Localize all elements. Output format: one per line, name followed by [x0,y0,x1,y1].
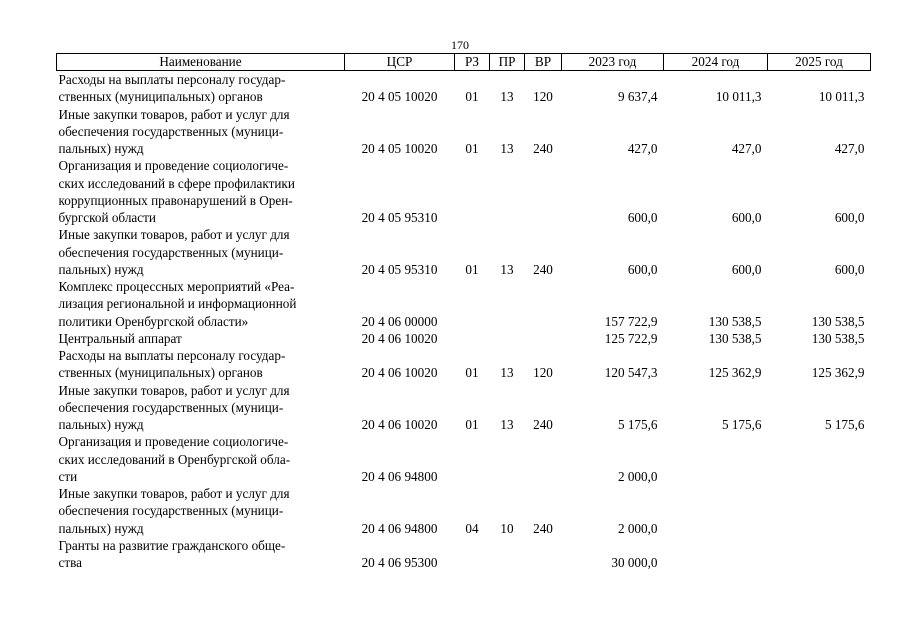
row-name-text: Гранты на развитие гражданского обще- ства [58,537,286,570]
page-number: 170 [451,38,469,52]
row-name-text: Организация и проведение социологиче- ских исследований в сфере профилактики коррупционных правонарушений в Орен- бургской области [58,158,295,225]
header-rz: РЗ [455,54,490,71]
row-csr: 20 4 05 10020 [361,141,438,156]
row-vr: 240 [533,520,553,536]
row-pr [490,433,525,485]
table-body [57,71,871,572]
row-2023: 600,0 [627,261,658,277]
row-pr: 13 [500,89,514,105]
row-name [57,485,345,537]
table-row [57,433,871,485]
table-row [57,106,871,158]
row-rz [455,157,490,226]
row-csr: 20 4 06 94800 [361,520,438,536]
row-name [57,106,345,158]
table-row [57,347,871,382]
header-2023: 2023 год [562,54,664,71]
table-row [57,226,871,278]
row-2024: 600,0 [731,210,762,225]
row-rz [455,330,490,347]
row-name-text: Иные закупки товаров, работ и услуг для обеспечения государственных (муници- пальных) нужд [58,106,290,156]
row-vr: 240 [533,141,553,156]
row-name-text: Расходы на выплаты персоналу государ- ственных (муниципальных) органов [58,72,286,105]
row-name-text: Иные закупки товаров, работ и услуг для обеспечения государственных (муници- пальных) нужд [58,382,290,432]
table-row [57,157,871,226]
row-2023: 2 000,0 [617,520,658,536]
row-rz: 01 [465,365,479,381]
row-pr [490,537,525,572]
header-pr: ПР [490,54,525,71]
row-2025: 125 362,9 [811,365,865,381]
row-rz: 01 [465,417,479,432]
row-2024: 125 362,9 [708,365,762,381]
row-name-text: Комплекс процессных мероприятий «Реа- лизация региональной и информационной политики Оренбургской области» [58,279,297,329]
row-name-text: Центральный аппарат [58,330,182,346]
row-2023: 427,0 [627,141,658,156]
header-2024: 2024 год [664,54,768,71]
row-name-text: Расходы на выплаты персоналу государ- ственных (муниципальных) органов [58,348,286,381]
row-2023: 9 637,4 [617,89,658,105]
row-pr [490,278,525,330]
row-csr: 20 4 06 10020 [361,417,438,432]
row-vr [525,433,562,485]
row-csr: 20 4 06 95300 [361,555,438,570]
table-header-row [57,54,871,71]
row-csr: 20 4 05 10020 [361,89,438,105]
row-2025 [768,433,871,485]
row-2025: 10 011,3 [818,89,865,105]
row-2024 [664,433,768,485]
table-row [57,537,871,572]
row-csr: 20 4 05 95310 [361,261,438,277]
row-csr: 20 4 06 94800 [361,468,438,484]
row-2023: 5 175,6 [617,417,658,432]
row-name [57,537,345,572]
row-rz: 01 [465,261,479,277]
row-csr: 20 4 06 10020 [361,330,438,346]
row-name [57,71,345,106]
row-2024: 130 538,5 [708,330,762,346]
row-2024 [664,485,768,537]
row-vr: 240 [533,417,553,432]
row-2024: 600,0 [731,261,762,277]
row-vr [525,330,562,347]
row-2024: 5 175,6 [721,417,762,432]
row-2025 [768,485,871,537]
row-csr: 20 4 06 10020 [361,365,438,381]
row-2023: 157 722,9 [604,313,658,329]
row-pr: 13 [500,365,514,381]
table-row [57,382,871,434]
row-vr: 120 [533,89,553,105]
row-2025: 600,0 [834,261,865,277]
row-2024 [664,537,768,572]
row-2024: 130 538,5 [708,313,762,329]
row-2023: 120 547,3 [604,365,658,381]
row-name [57,347,345,382]
row-pr: 13 [500,141,514,156]
row-2023: 30 000,0 [611,555,658,570]
row-name [57,157,345,226]
row-csr: 20 4 05 95310 [361,210,438,225]
row-2023: 125 722,9 [604,330,658,346]
header-name: Наименование [57,54,345,71]
row-vr [525,278,562,330]
row-rz: 04 [465,520,479,536]
row-2025: 600,0 [834,210,865,225]
row-name-text: Организация и проведение социологиче- ских исследований в Оренбургской обла- сти [58,434,291,484]
row-pr [490,157,525,226]
row-csr: 20 4 06 00000 [361,313,438,329]
table-row [57,485,871,537]
row-name [57,433,345,485]
row-name [57,330,345,347]
row-name [57,382,345,434]
row-pr [490,330,525,347]
table-row [57,71,871,106]
table-row [57,330,871,347]
row-rz: 01 [465,89,479,105]
row-2025 [768,537,871,572]
row-2025: 130 538,5 [811,313,865,329]
budget-table [56,53,871,571]
row-name [57,226,345,278]
header-2025: 2025 год [768,54,871,71]
row-name-text: Иные закупки товаров, работ и услуг для обеспечения государственных (муници- пальных) нужд [58,486,290,536]
row-rz [455,278,490,330]
header-csr: ЦСР [345,54,455,71]
row-2025: 427,0 [834,141,865,156]
row-vr [525,537,562,572]
row-2023: 2 000,0 [617,468,658,484]
table-row [57,278,871,330]
row-pr: 13 [500,417,514,432]
row-name-text: Иные закупки товаров, работ и услуг для обеспечения государственных (муници- пальных) нужд [58,227,290,277]
row-vr: 240 [533,261,553,277]
row-rz [455,537,490,572]
row-vr [525,157,562,226]
row-2024: 10 011,3 [715,89,762,105]
row-rz [455,433,490,485]
row-rz: 01 [465,141,479,156]
header-vr: ВР [525,54,562,71]
row-vr: 120 [533,365,553,381]
row-pr: 10 [500,520,514,536]
row-2025: 130 538,5 [811,330,865,346]
row-pr: 13 [500,261,514,277]
row-2023: 600,0 [627,210,658,225]
row-2025: 5 175,6 [824,417,865,432]
row-2024: 427,0 [731,141,762,156]
row-name [57,278,345,330]
